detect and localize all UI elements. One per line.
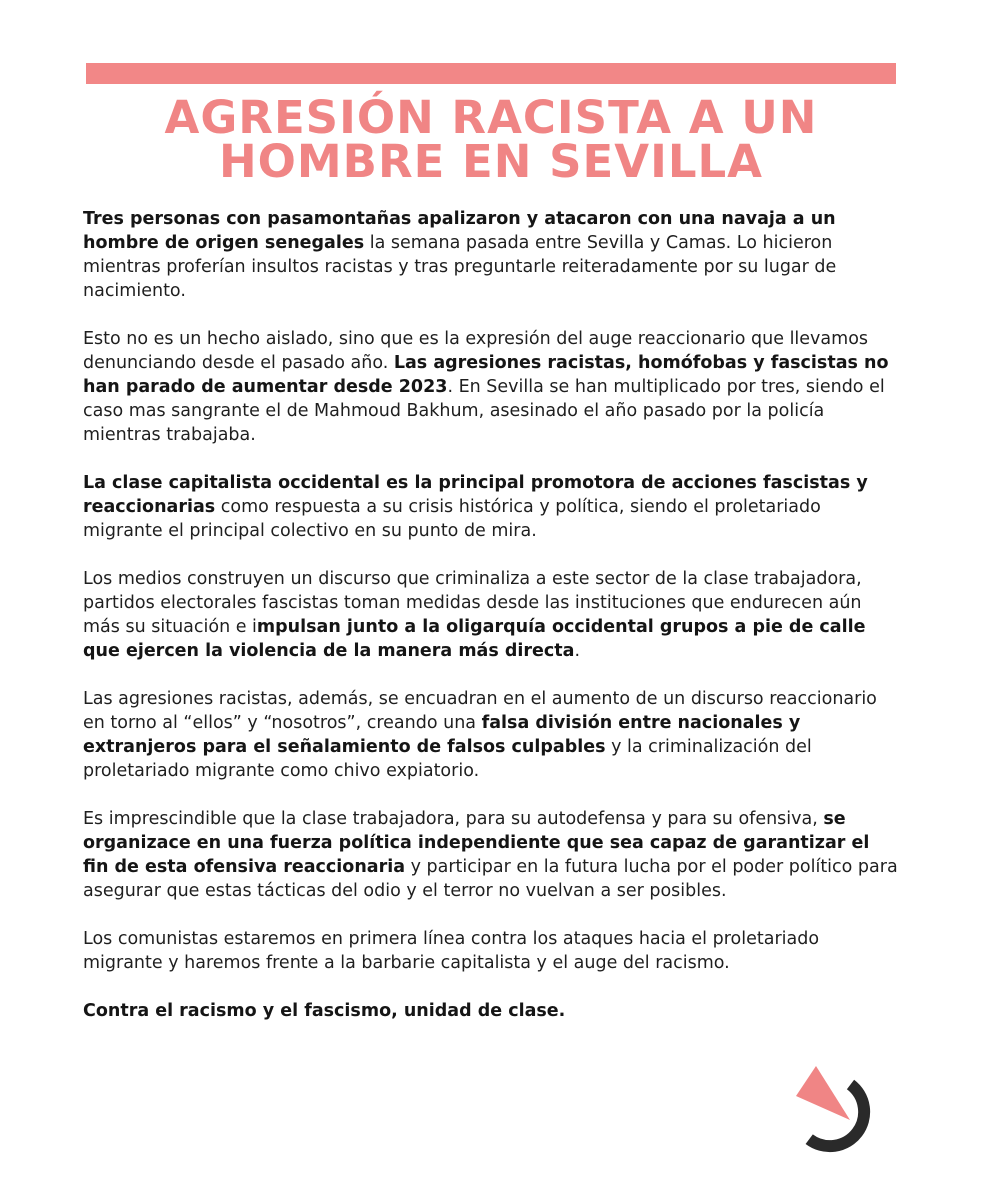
paragraph-1-bold: Tres personas con pasamontañas apalizaron y atacaron con una navaja a un hombre de origen senegales bbox=[83, 209, 836, 253]
title-line-1: AGRESIÓN RACISTA A UN bbox=[164, 91, 818, 144]
paragraph-5-text-b: y la criminalización del proletariado migrante como chivo expiatorio. bbox=[83, 737, 812, 781]
paragraph-4 bbox=[83, 567, 898, 663]
article-body bbox=[83, 207, 898, 1047]
paragraph-2-text-b: . En Sevilla se han multiplicado por tres, siendo el caso mas sangrante el de Mahmoud Bakhum, asesinado el año pasado por la policía mientras trabajaba. bbox=[83, 377, 885, 445]
logo-pink-triangle bbox=[796, 1066, 850, 1120]
paragraph-1 bbox=[83, 207, 898, 303]
paragraph-4-text-b: . bbox=[574, 641, 581, 661]
title-line-2: HOMBRE EN SEVILLA bbox=[218, 135, 763, 188]
paragraph-6-text-b: y participar en la futura lucha por el poder político para asegurar que estas tácticas del odio y el terror no vuelvan a ser posibles. bbox=[83, 857, 898, 901]
closing-slogan-text: Contra el racismo y el fascismo, unidad de clase. bbox=[83, 1001, 566, 1021]
paragraph-6 bbox=[83, 807, 898, 903]
paragraph-4-bold: mpulsan junto a la oligarquía occidental grupos a pie de calle que ejercen la violencia de la manera más directa bbox=[83, 617, 866, 661]
paragraph-7-text: Los comunistas estaremos en primera línea contra los ataques hacia el proletariado migrante y haremos frente a la barbarie capitalista y el auge del racismo. bbox=[83, 929, 820, 973]
paragraph-3-text: como respuesta a su crisis histórica y política, siendo el proletariado migrante el principal colectivo en su punto de mira. bbox=[83, 497, 821, 541]
paragraph-1-text: la semana pasada entre Sevilla y Camas. Lo hicieron mientras proferían insultos racistas y tras preguntarle reiteradamente por su lugar de nacimiento. bbox=[83, 233, 837, 301]
paragraph-3-bold: La clase capitalista occidental es la principal promotora de acciones fascistas y reaccionarias bbox=[83, 473, 868, 517]
header-accent-bar bbox=[86, 63, 896, 84]
closing-slogan bbox=[83, 999, 898, 1023]
paragraph-2-text-a: Esto no es un hecho aislado, sino que es la expresión del auge reaccionario que llevamos denunciando desde el pasado año. bbox=[83, 329, 869, 373]
paragraph-6-text-a: Es imprescindible que la clase trabajadora, para su autodefensa y para su ofensiva, bbox=[83, 809, 824, 829]
paragraph-4-text-a: Los medios construyen un discurso que criminaliza a este sector de la clase trabajadora, partidos electorales fascistas toman medidas desde las instituciones que endurecen aún más su situación e i bbox=[83, 569, 862, 637]
paragraph-7 bbox=[83, 927, 898, 975]
paragraph-6-bold: se organizace en una fuerza política independiente que sea capaz de garantizar el fin de esta ofensiva reaccionaria bbox=[83, 809, 870, 877]
paragraph-5-bold: falsa división entre nacionales y extranjeros para el señalamiento de falsos culpables bbox=[83, 713, 801, 757]
paragraph-5 bbox=[83, 687, 898, 783]
paragraph-3 bbox=[83, 471, 898, 543]
page-title bbox=[86, 91, 896, 188]
paragraph-2-bold: Las agresiones racistas, homófobas y fascistas no han parado de aumentar desde 2023 bbox=[83, 353, 889, 397]
paragraph-2 bbox=[83, 327, 898, 447]
paragraph-5-text-a: Las agresiones racistas, además, se encuadran en el aumento de un discurso reaccionario en torno al “ellos” y “nosotros”, creando una bbox=[83, 689, 877, 733]
organization-logo-icon bbox=[792, 1062, 888, 1158]
